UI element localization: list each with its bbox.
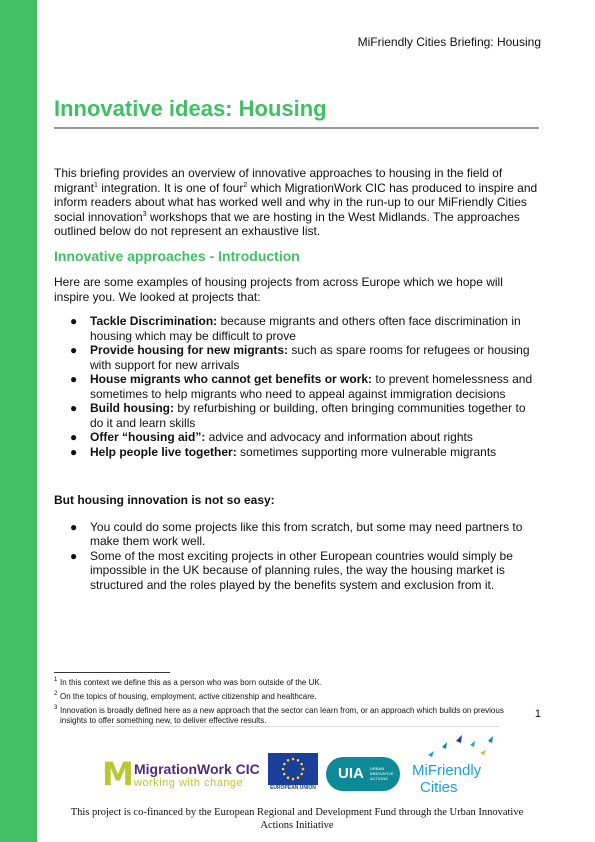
section-lead-paragraph: Here are some examples of housing projects from across Europe which we hope will inspire you. We looked at projects that: xyxy=(54,275,503,304)
running-header: MiFriendly Cities Briefing: Housing xyxy=(357,35,541,49)
list-item: ● You could do some projects like this from scratch, but some may need partners to make them work well. xyxy=(70,519,523,548)
intro-paragraph: This briefing provides an overview of innovative approaches to housing in the field of migrant$^1$ integration. It is one of four$^2$ which MigrationWork CIC has produced to inspire and inform readers about what has worked well and why in the run-up to our MiFriendly Cities social innovation$^3$ workshops that we are hosting in the West Midlands. The approaches outlined below do not represent an exhaustive list. xyxy=(54,166,538,238)
list-item: ● Tackle Discrimination: because migrants and others often face discrimination in housing which may be difficult to prove xyxy=(70,314,521,343)
bullet-icon: ● xyxy=(70,401,78,415)
footnote-divider xyxy=(54,672,170,673)
approaches-list xyxy=(54,314,540,459)
bullet-icon: ● xyxy=(70,430,78,444)
partner-logos xyxy=(100,733,530,799)
birds-icon xyxy=(408,733,518,763)
eu-logo: EUROPEAN UNION xyxy=(268,753,318,793)
list-item: ● Provide housing for new migrants: such as spare rooms for refugees or housing with support for new arrivals xyxy=(70,343,530,372)
list-item: ● Offer “housing aid”: advice and advocacy and information about rights xyxy=(70,430,473,444)
mifriendly-cities-logo: MiFriendly Cities xyxy=(408,733,518,799)
footnote-2: 2 On the topics of housing, employment, active citizenship and healthcare. xyxy=(54,691,317,701)
uia-logo: UIA URBAN INNOVATIVE ACTIONS xyxy=(326,757,400,791)
eu-flag-icon xyxy=(268,753,318,785)
bullet-icon: ● xyxy=(70,519,78,534)
bullet-icon: ● xyxy=(70,548,78,563)
logo-divider xyxy=(100,726,500,727)
cofinance-statement: This project is co-financed by the European Regional and Development Fund through the Urban Innovative Actions Initiative xyxy=(70,807,524,831)
migrationwork-mark-icon: M xyxy=(102,755,134,793)
list-item: ● Build housing: by refurbishing or building, often bringing communities together to do it and learn skills xyxy=(70,401,526,430)
bullet-icon: ● xyxy=(70,444,78,459)
footnote-ref-2[interactable]: 2 xyxy=(243,181,248,189)
page-number: 1 xyxy=(534,708,541,720)
list-item: ● House migrants who cannot get benefits or work: to prevent homelessness and sometimes to help migrants who need to appeal against immigration decisions xyxy=(70,372,533,401)
bullet-icon: ● xyxy=(70,343,78,357)
section-heading-not-easy: But housing innovation is not so easy: xyxy=(54,493,275,507)
footnote-ref-3[interactable]: 3 xyxy=(142,210,147,218)
list-item: ● Some of the most exciting projects in other European countries would simply be impossible in the UK because of planning rules, the way the housing market is structured and the roles played by the benefits system and exclusion from it. xyxy=(70,548,513,592)
bullet-icon: ● xyxy=(70,372,78,386)
footnote-3: 3 Innovation is broadly defined here as a new approach that the sector can learn from, or an approach which builds on previous insights to offer something new, to deliver effective results. xyxy=(54,705,504,725)
list-item: ● Help people live together: sometimes supporting more vulnerable migrants xyxy=(70,444,497,459)
footnote-1: 1 In this context we define this as a person who was born outside of the UK. xyxy=(54,677,322,687)
title-divider xyxy=(54,127,539,129)
footnotes xyxy=(54,678,524,730)
challenges-list xyxy=(54,520,540,593)
migrationwork-logo: M MigrationWork CIC working with change xyxy=(102,755,260,793)
sidebar-accent-bar xyxy=(0,0,37,842)
footnote-ref-1[interactable]: 1 xyxy=(94,181,98,189)
section-heading-introduction: Innovative approaches - Introduction xyxy=(54,247,300,264)
page-title: Innovative ideas: Housing xyxy=(54,96,327,121)
main-content xyxy=(54,166,540,602)
bullet-icon: ● xyxy=(70,314,78,328)
